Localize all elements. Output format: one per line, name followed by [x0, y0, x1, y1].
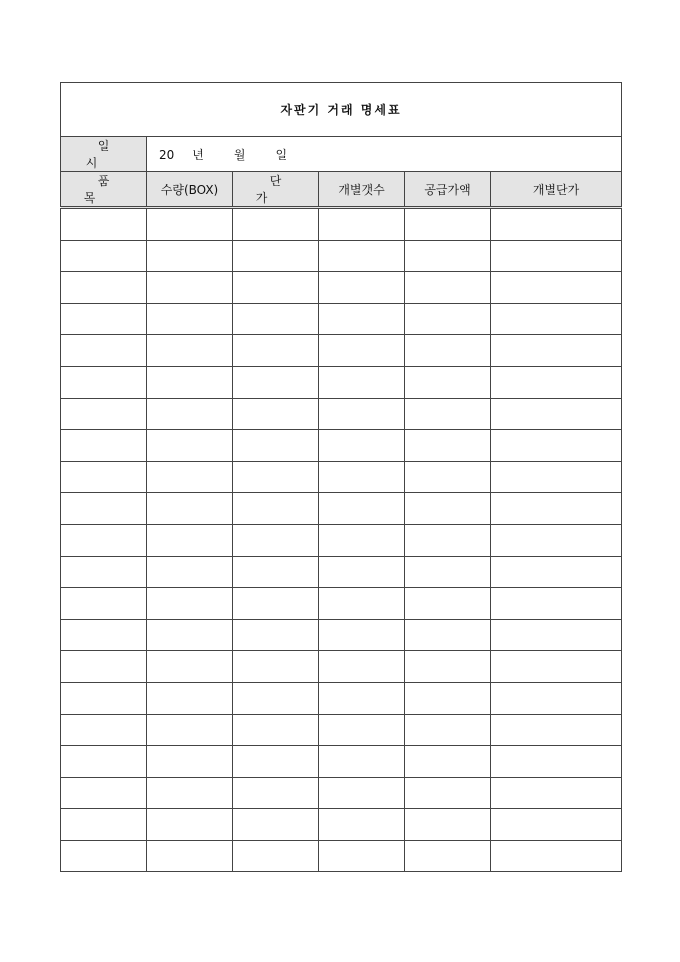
table-cell[interactable]	[319, 651, 405, 683]
table-cell[interactable]	[233, 303, 319, 335]
table-cell[interactable]	[319, 556, 405, 588]
table-cell[interactable]	[147, 208, 233, 241]
table-row	[61, 651, 622, 683]
table-cell[interactable]	[491, 651, 622, 683]
table-cell[interactable]	[319, 366, 405, 398]
table-cell[interactable]	[233, 430, 319, 462]
table-cell[interactable]	[147, 588, 233, 620]
table-row	[61, 746, 622, 778]
table-cell[interactable]	[61, 588, 147, 620]
table-cell[interactable]	[147, 840, 233, 872]
table-cell[interactable]	[233, 809, 319, 841]
table-cell[interactable]	[319, 240, 405, 272]
table-cell[interactable]	[319, 430, 405, 462]
table-cell[interactable]	[233, 240, 319, 272]
table-cell[interactable]	[61, 619, 147, 651]
table-cell[interactable]	[405, 556, 491, 588]
table-cell[interactable]	[147, 272, 233, 304]
table-cell[interactable]	[233, 335, 319, 367]
table-cell[interactable]	[61, 335, 147, 367]
table-cell[interactable]	[405, 335, 491, 367]
table-cell[interactable]	[233, 588, 319, 620]
table-cell[interactable]	[405, 366, 491, 398]
table-row	[61, 809, 622, 841]
table-row	[61, 682, 622, 714]
table-cell[interactable]	[491, 809, 622, 841]
table-cell[interactable]	[147, 746, 233, 778]
table-cell[interactable]	[61, 809, 147, 841]
table-cell[interactable]	[61, 430, 147, 462]
table-cell[interactable]	[319, 335, 405, 367]
table-cell[interactable]	[491, 208, 622, 241]
table-cell[interactable]	[491, 303, 622, 335]
table-cell[interactable]	[147, 461, 233, 493]
column-header-quantity: 수량(BOX)	[147, 172, 233, 208]
column-header-piece-price: 개별단가	[491, 172, 622, 208]
table-cell[interactable]	[405, 840, 491, 872]
table-row	[61, 461, 622, 493]
table-cell[interactable]	[233, 682, 319, 714]
column-header-unit-price: 단 가	[233, 172, 319, 208]
column-header-supply-amount: 공급가액	[405, 172, 491, 208]
day-unit: 일	[275, 147, 288, 162]
table-cell[interactable]	[147, 651, 233, 683]
table-cell[interactable]	[405, 272, 491, 304]
transaction-statement-table	[60, 82, 622, 872]
table-cell[interactable]	[491, 682, 622, 714]
table-cell[interactable]	[61, 651, 147, 683]
table-cell[interactable]	[405, 619, 491, 651]
table-cell[interactable]	[405, 809, 491, 841]
table-cell[interactable]	[147, 303, 233, 335]
table-cell[interactable]	[147, 714, 233, 746]
table-cell[interactable]	[147, 809, 233, 841]
table-cell[interactable]	[405, 651, 491, 683]
table-cell[interactable]	[147, 556, 233, 588]
table-cell[interactable]	[147, 524, 233, 556]
date-label: 일 시	[61, 137, 147, 172]
table-cell[interactable]	[319, 272, 405, 304]
month-unit: 월	[233, 147, 246, 162]
date-field[interactable]	[147, 137, 622, 172]
table-cell[interactable]	[233, 493, 319, 525]
table-row	[61, 335, 622, 367]
table-cell[interactable]	[491, 777, 622, 809]
column-header-row	[61, 172, 622, 208]
table-cell[interactable]	[319, 493, 405, 525]
table-cell[interactable]	[61, 682, 147, 714]
table-cell[interactable]	[233, 746, 319, 778]
table-cell[interactable]	[147, 682, 233, 714]
table-cell[interactable]	[319, 303, 405, 335]
table-row	[61, 556, 622, 588]
table-row	[61, 430, 622, 462]
table-cell[interactable]	[147, 240, 233, 272]
table-cell[interactable]	[491, 398, 622, 430]
table-cell[interactable]	[405, 493, 491, 525]
table-cell[interactable]	[319, 208, 405, 241]
table-cell[interactable]	[233, 840, 319, 872]
table-cell[interactable]	[491, 556, 622, 588]
table-cell[interactable]	[147, 619, 233, 651]
table-cell[interactable]	[491, 366, 622, 398]
table-row	[61, 840, 622, 872]
table-cell[interactable]	[233, 524, 319, 556]
table-cell[interactable]	[491, 746, 622, 778]
table-row	[61, 240, 622, 272]
table-cell[interactable]	[405, 303, 491, 335]
table-cell[interactable]	[491, 493, 622, 525]
table-cell[interactable]	[61, 746, 147, 778]
table-cell[interactable]	[405, 777, 491, 809]
table-cell[interactable]	[61, 524, 147, 556]
table-row	[61, 619, 622, 651]
table-cell[interactable]	[147, 777, 233, 809]
table-cell[interactable]	[405, 461, 491, 493]
table-cell[interactable]	[61, 303, 147, 335]
table-cell[interactable]	[491, 335, 622, 367]
table-cell[interactable]	[491, 714, 622, 746]
table-cell[interactable]	[61, 461, 147, 493]
table-cell[interactable]	[405, 524, 491, 556]
table-cell[interactable]	[233, 619, 319, 651]
table-row	[61, 493, 622, 525]
table-cell[interactable]	[61, 366, 147, 398]
table-cell[interactable]	[61, 272, 147, 304]
column-header-piece-count: 개별갯수	[319, 172, 405, 208]
table-row	[61, 398, 622, 430]
table-row	[61, 303, 622, 335]
table-cell[interactable]	[147, 493, 233, 525]
table-cell[interactable]	[319, 398, 405, 430]
table-cell[interactable]	[319, 588, 405, 620]
table-row	[61, 777, 622, 809]
table-cell[interactable]	[61, 840, 147, 872]
table-cell[interactable]	[233, 714, 319, 746]
table-cell[interactable]	[319, 714, 405, 746]
table-cell[interactable]	[405, 240, 491, 272]
table-cell[interactable]	[233, 208, 319, 241]
document-title: 자판기 거래 명세표	[61, 83, 622, 137]
table-cell[interactable]	[147, 430, 233, 462]
table-cell[interactable]	[405, 398, 491, 430]
table-cell[interactable]	[491, 619, 622, 651]
table-cell[interactable]	[319, 777, 405, 809]
table-cell[interactable]	[61, 398, 147, 430]
table-cell[interactable]	[61, 777, 147, 809]
table-row	[61, 524, 622, 556]
table-cell[interactable]	[61, 493, 147, 525]
table-cell[interactable]	[319, 619, 405, 651]
table-cell[interactable]	[319, 461, 405, 493]
table-cell[interactable]	[61, 556, 147, 588]
table-cell[interactable]	[491, 588, 622, 620]
table-cell[interactable]	[405, 714, 491, 746]
table-cell[interactable]	[405, 682, 491, 714]
table-cell[interactable]	[405, 208, 491, 241]
year-prefix: 20	[159, 147, 175, 162]
table-cell[interactable]	[233, 777, 319, 809]
table-row	[61, 588, 622, 620]
table-cell[interactable]	[147, 398, 233, 430]
table-cell[interactable]	[491, 272, 622, 304]
table-cell[interactable]	[61, 714, 147, 746]
table-cell[interactable]	[233, 556, 319, 588]
table-cell[interactable]	[319, 682, 405, 714]
column-header-item: 품 목	[61, 172, 147, 208]
table-row	[61, 272, 622, 304]
table-cell[interactable]	[491, 240, 622, 272]
table-cell[interactable]	[405, 746, 491, 778]
table-cell[interactable]	[491, 524, 622, 556]
table-row	[61, 714, 622, 746]
table-cell[interactable]	[147, 366, 233, 398]
table-cell[interactable]	[319, 840, 405, 872]
table-row	[61, 366, 622, 398]
table-cell[interactable]	[233, 398, 319, 430]
table-cell[interactable]	[491, 461, 622, 493]
table-cell[interactable]	[233, 651, 319, 683]
year-unit: 년	[192, 147, 204, 162]
table-cell[interactable]	[233, 366, 319, 398]
table-cell[interactable]	[405, 430, 491, 462]
table-row	[61, 208, 622, 241]
table-cell[interactable]	[61, 240, 147, 272]
table-cell[interactable]	[319, 746, 405, 778]
table-cell[interactable]	[233, 461, 319, 493]
table-cell[interactable]	[319, 524, 405, 556]
table-cell[interactable]	[405, 588, 491, 620]
table-cell[interactable]	[491, 840, 622, 872]
table-cell[interactable]	[61, 208, 147, 241]
table-cell[interactable]	[233, 272, 319, 304]
table-cell[interactable]	[319, 809, 405, 841]
table-cell[interactable]	[147, 335, 233, 367]
table-cell[interactable]	[491, 430, 622, 462]
